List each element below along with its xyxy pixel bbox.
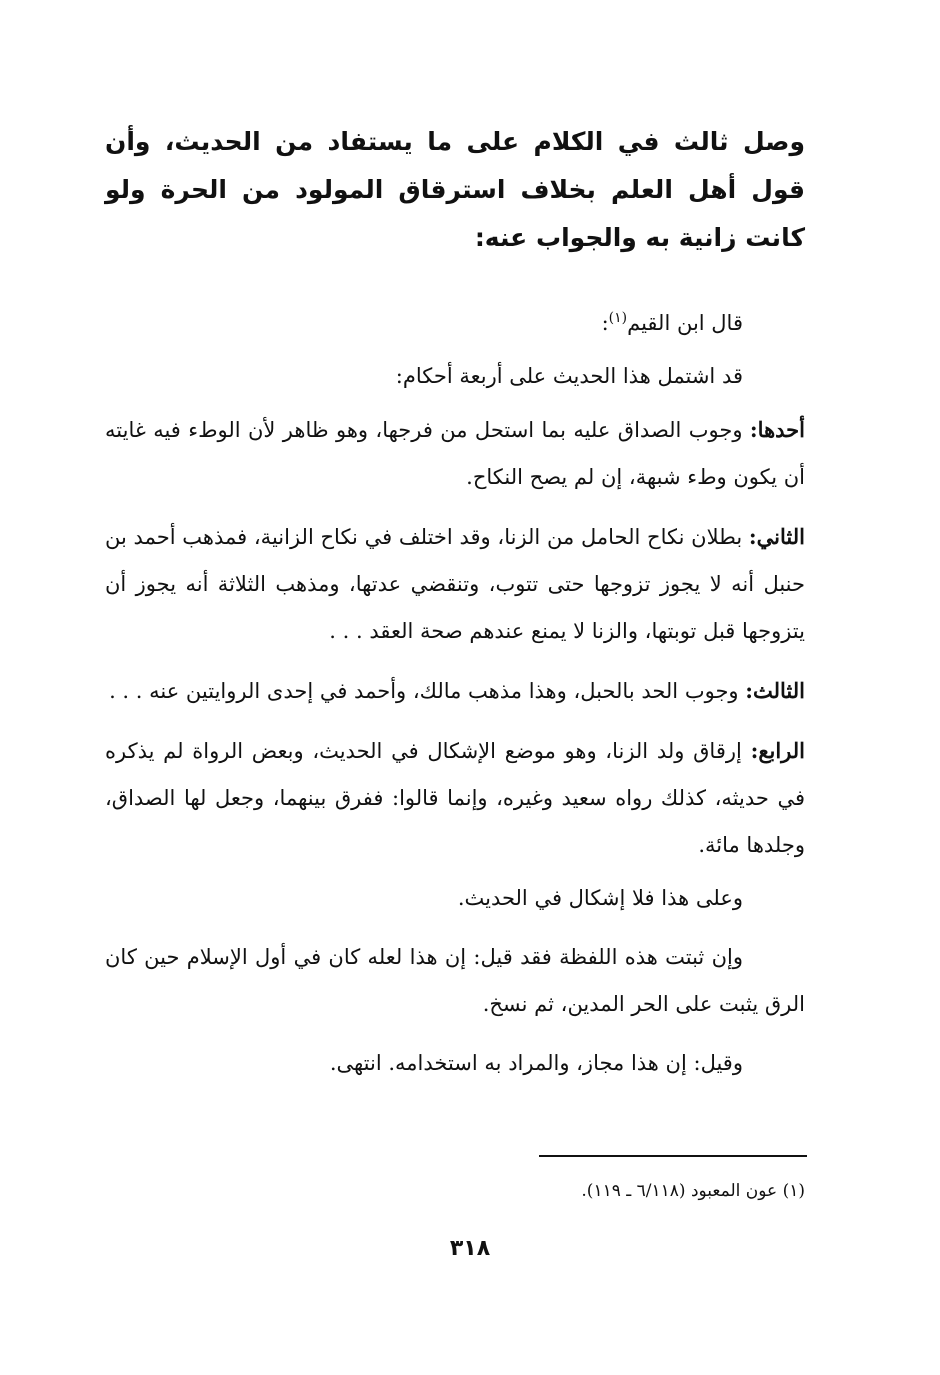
closing-no-problem: وعلى هذا فلا إشكال في الحديث.: [457, 886, 743, 910]
intro-colon: :: [601, 311, 609, 335]
ruling-fourth-lead: الرابع:: [750, 738, 805, 763]
ruling-third: [105, 667, 805, 715]
page-number: ٣١٨: [449, 1236, 491, 1261]
ruling-fourth-text: إرقاق ولد الزنا، وهو موضع الإشكال في الحديث، وبعض الرواة لم يذكره في حديثه، كذلك رواه سعيد وغيره، وإنما قالوا: ففرق بينهما، وجعل لها الصداق، وجلدها مائة.: [105, 739, 805, 857]
footnote-text: (١) عون المعبود (٦/١١٨ ـ ١١٩).: [581, 1181, 805, 1201]
ruling-first-text: وجوب الصداق عليه بما استحل من فرجها، وهو ظاهر لأن الوطء فيه غايته أن يكون وطء شبهة، إن لم يصح النكاح.: [105, 418, 805, 489]
closing-metaphor: وقيل: إن هذا مجاز، والمراد به استخدامه. انتهى.: [329, 1051, 743, 1075]
section-heading: وصل ثالث في الكلام على ما يستفاد من الحديث، وأن قول أهل العلم بخلاف استرقاق المولود من الحرة ولو كانت زانية به والجواب عنه:: [105, 127, 805, 252]
ruling-third-lead: الثالث:: [745, 678, 805, 703]
footnote-divider: [539, 1155, 807, 1157]
ruling-second-lead: الثاني:: [748, 524, 805, 549]
statement-line: قد اشتمل هذا الحديث على أربعة أحكام:: [395, 364, 743, 388]
closing-abrogation: وإن ثبتت هذه اللفظة فقد قيل: إن هذا لعله كان في أول الإسلام حين كان الرق يثبت على الحر المدين، ثم نسخ.: [105, 945, 805, 1016]
footnote-reference[interactable]: (١): [608, 310, 628, 326]
intro-line: [105, 300, 805, 347]
ruling-second: [105, 513, 805, 655]
intro-text: قال ابن القيم: [627, 311, 743, 335]
page-body: [105, 118, 805, 1093]
ruling-first: [105, 406, 805, 501]
ruling-fourth: [105, 727, 805, 869]
ruling-third-text: وجوب الحد بالحبل، وهذا مذهب مالك، وأحمد في إحدى الروايتين عنه . . .: [109, 679, 746, 703]
ruling-first-lead: أحدها:: [749, 417, 805, 442]
ruling-second-text: بطلان نكاح الحامل من الزنا، وقد اختلف في نكاح الزانية، فمذهب أحمد بن حنبل أنه لا يجوز تزوجها حتى تتوب، وتنقضي عدتها، ومذهب الثلاثة أنه يجوز أن يتزوجها قبل توبتها، والزنا لا يمنع عندهم صحة العقد . . .: [105, 525, 805, 643]
